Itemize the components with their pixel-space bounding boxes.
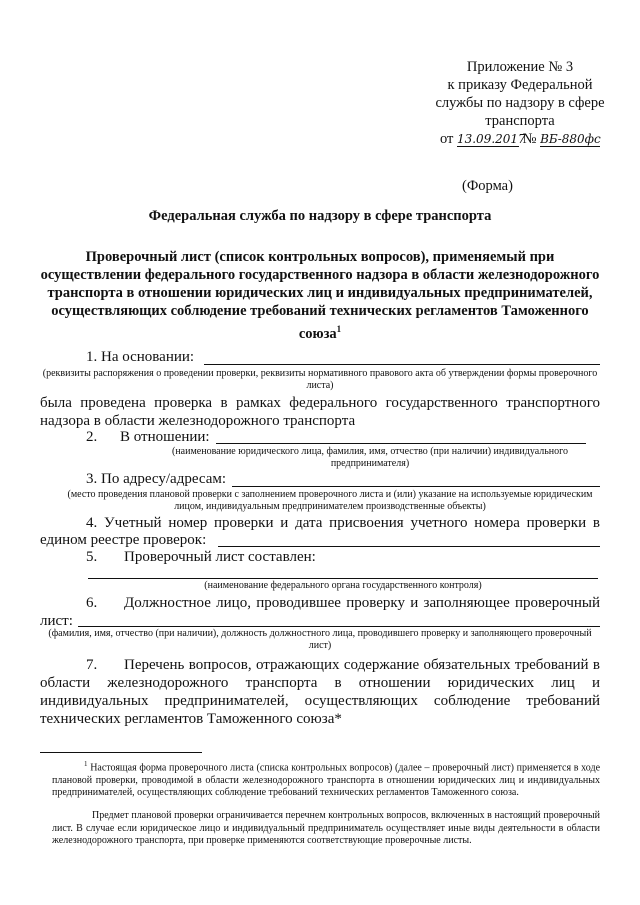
item-4-text-2: едином реестре проверок: xyxy=(40,532,207,548)
appendix-line-3: службы по надзору в сфере xyxy=(435,95,605,111)
footnote-1-text: Настоящая форма проверочного листа (списка контрольных вопросов) (далее – проверочный лист) применяется в ходе плановой проверки, проводимой в области железнодорожного транспорта в отношении юридических лиц и индивидуальных предпринимателей, осуществляющих соблюдение требований технических регламентов Таможенного союза. xyxy=(52,762,601,799)
item-2-fill-line xyxy=(216,443,586,444)
agency-title: Федеральная служба по надзору в сфере транспорта xyxy=(148,208,492,224)
appendix-block xyxy=(420,58,620,148)
document-title xyxy=(40,248,600,343)
footnote-separator xyxy=(40,752,202,753)
item-7-line-1: Перечень вопросов, отражающих содержание обязательных требований в xyxy=(124,657,600,673)
from-label: от xyxy=(439,131,454,147)
number-label: № xyxy=(522,131,537,147)
order-number-line xyxy=(420,130,620,148)
item-2-number: 2. xyxy=(86,429,98,445)
item-5-number: 5. xyxy=(86,549,98,565)
document-title-text: Проверочный лист (список контрольных вопросов), применяемый при осуществлении федерального государственного надзора в области железнодорожного транспорта в отношении юридических лиц и индивидуальных предпринимателей, осуществляющих соблюдение требований технических регламентов Таможенного союза xyxy=(40,249,600,342)
title-footnote-mark: 1 xyxy=(336,324,342,334)
order-number: ВБ-880фс xyxy=(540,132,601,146)
footnote-2 xyxy=(52,810,600,848)
item-2-label: В отношении: xyxy=(120,429,210,445)
item-6-text: Должностное лицо, проводившее проверку и заполняющее проверочный xyxy=(124,595,600,611)
footnote-1-mark: 1 xyxy=(84,760,88,768)
item-3-label: 3. По адресу/адресам: xyxy=(86,471,227,487)
item-1-text: была проведена проверка в рамках федерального государственного транспортного надзора в области железнодорожного транспорта xyxy=(40,395,600,429)
item-5-fill-line xyxy=(88,578,598,579)
appendix-line-4: транспорта xyxy=(485,113,555,129)
appendix-line-2: к приказу Федеральной xyxy=(447,77,593,93)
item-6-text-2: лист: xyxy=(40,613,73,629)
footnote-1 xyxy=(52,758,600,800)
item-3-fill-line xyxy=(232,486,600,487)
item-7-number: 7. xyxy=(86,657,98,673)
item-7-line-2: области железнодорожного транспорта в отношении юридических лиц и xyxy=(40,675,600,691)
form-label: (Форма) xyxy=(462,178,513,194)
item-6-caption: (фамилия, имя, отчество (при наличии), должность должностного лица, проводившего проверку и заполняющего проверочный лист) xyxy=(48,628,592,651)
item-5-label: Проверочный лист составлен: xyxy=(124,549,316,565)
item-1-fill-line xyxy=(204,364,600,365)
item-4-fill-line xyxy=(218,546,600,547)
item-7-line-4: технических регламентов Таможенного союза* xyxy=(40,711,342,727)
footnote-2-text: Предмет плановой проверки ограничивается перечнем контрольных вопросов, включенных в настоящий проверочный лист. В случае если юридическое лицо и индивидуальный предприниматель осуществляет иные виды деятельности в области железнодорожного транспорта, при проверке применяются соответствующие проверочные листы. xyxy=(52,810,600,846)
item-1-caption: (реквизиты распоряжения о проведении проверки, реквизиты нормативного правового акта об утверждении формы проверочного листа) xyxy=(42,368,598,391)
appendix-line-1: Приложение № 3 xyxy=(466,59,574,75)
item-1-label: 1. На основании: xyxy=(86,349,195,365)
item-5-caption: (наименование федерального органа государственного контроля) xyxy=(204,580,482,591)
item-3-caption: (место проведения плановой проверки с заполнением проверочного листа и (или) указание на используемые юридическим лицом, индивидуальным предпринимателем производственные объекты) xyxy=(67,489,593,512)
item-2-caption: (наименование юридического лица, фамилия, имя, отчество (при наличии) индивидуального предпринимателя) xyxy=(171,446,568,469)
item-6-fill-line xyxy=(78,626,600,627)
order-date: 13.09.2017 xyxy=(456,132,526,146)
item-7-line-3: индивидуальных предпринимателей, осуществляющих соблюдение требований xyxy=(40,693,600,709)
item-4-text: 4. Учетный номер проверки и дата присвоения учетного номера проверки в xyxy=(86,515,600,531)
item-6-number: 6. xyxy=(86,595,98,611)
